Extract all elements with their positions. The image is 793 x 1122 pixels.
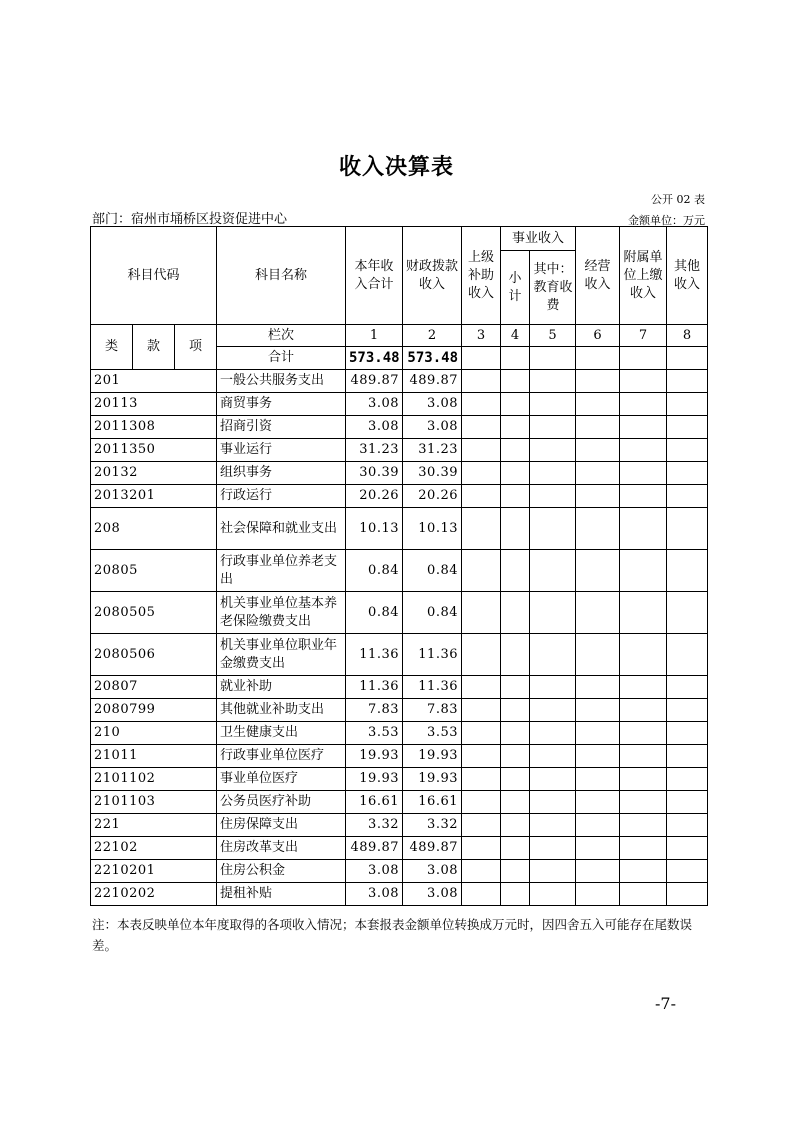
row-name: 一般公共服务支出 <box>217 370 346 393</box>
empty-cell <box>667 550 708 592</box>
empty-cell <box>620 676 667 699</box>
row-total-income: 3.08 <box>346 416 403 439</box>
row-code: 210 <box>91 722 217 745</box>
row-code: 2210201 <box>91 860 217 883</box>
row-fiscal-allocation: 0.84 <box>403 550 462 592</box>
empty-cell <box>620 883 667 906</box>
row-name: 行政事业单位养老支出 <box>217 550 346 592</box>
table-row <box>91 550 708 592</box>
empty-cell <box>530 485 576 508</box>
empty-cell <box>620 485 667 508</box>
row-total-income: 11.36 <box>346 676 403 699</box>
row-total-income: 3.32 <box>346 814 403 837</box>
page-title: 收入决算表 <box>338 155 454 180</box>
row-code: 20805 <box>91 550 217 592</box>
empty-cell <box>576 883 620 906</box>
total-label: 合计 <box>217 347 346 370</box>
row-total-income: 0.84 <box>346 550 403 592</box>
empty-cell <box>620 837 667 860</box>
row-total-income: 31.23 <box>346 439 403 462</box>
empty-cell <box>530 814 576 837</box>
header-column-index: 栏次 <box>217 325 346 347</box>
empty-cell <box>620 550 667 592</box>
empty-cell <box>530 508 576 550</box>
row-fiscal-allocation: 3.32 <box>403 814 462 837</box>
empty-cell <box>620 416 667 439</box>
empty-cell <box>667 416 708 439</box>
empty-cell <box>530 550 576 592</box>
empty-cell <box>530 699 576 722</box>
row-fiscal-allocation: 3.08 <box>403 860 462 883</box>
row-fiscal-allocation: 19.93 <box>403 768 462 791</box>
header-subtotal: 小计 <box>501 251 530 325</box>
empty-cell <box>576 837 620 860</box>
empty-cell <box>620 791 667 814</box>
table-row <box>91 860 708 883</box>
table-row <box>91 676 708 699</box>
empty-cell <box>576 634 620 676</box>
table-row <box>91 814 708 837</box>
empty-cell <box>530 837 576 860</box>
row-total-income: 3.08 <box>346 883 403 906</box>
empty-cell <box>462 592 501 634</box>
empty-cell <box>576 439 620 462</box>
row-code: 221 <box>91 814 217 837</box>
empty-cell <box>576 485 620 508</box>
empty-cell <box>576 791 620 814</box>
table-row <box>91 745 708 768</box>
empty-cell <box>667 592 708 634</box>
empty-cell <box>530 592 576 634</box>
empty-cell <box>667 508 708 550</box>
table-row <box>91 722 708 745</box>
row-name: 商贸事务 <box>217 393 346 416</box>
empty-cell <box>576 550 620 592</box>
empty-cell <box>530 883 576 906</box>
empty-cell <box>462 768 501 791</box>
empty-cell <box>667 439 708 462</box>
empty-cell <box>462 462 501 485</box>
row-total-income: 16.61 <box>346 791 403 814</box>
row-total-income: 19.93 <box>346 768 403 791</box>
empty-cell <box>620 860 667 883</box>
empty-cell <box>462 860 501 883</box>
row-name: 就业补助 <box>217 676 346 699</box>
empty-cell <box>501 592 530 634</box>
row-total-income: 3.08 <box>346 860 403 883</box>
row-total-income: 489.87 <box>346 837 403 860</box>
column-number: 3 <box>462 325 501 347</box>
page-number: -7- <box>655 994 676 1013</box>
row-name: 住房公积金 <box>217 860 346 883</box>
table-note: 注：本表反映单位本年度取得的各项收入情况；本套报表金额单位转换成万元时，因四舍五入可能存在尾数误差。 <box>92 917 693 953</box>
row-fiscal-allocation: 16.61 <box>403 791 462 814</box>
empty-cell <box>501 634 530 676</box>
empty-cell <box>667 485 708 508</box>
row-name: 其他就业补助支出 <box>217 699 346 722</box>
empty-cell <box>576 722 620 745</box>
table-row <box>91 393 708 416</box>
row-code: 2011350 <box>91 439 217 462</box>
empty-cell <box>462 508 501 550</box>
header-kuan: 款 <box>133 325 175 370</box>
empty-cell <box>530 791 576 814</box>
row-fiscal-allocation: 30.39 <box>403 462 462 485</box>
amount-unit-label: 金额单位：万元 <box>628 214 705 227</box>
row-fiscal-allocation: 19.93 <box>403 745 462 768</box>
row-name: 事业运行 <box>217 439 346 462</box>
empty-cell <box>620 745 667 768</box>
row-total-income: 3.53 <box>346 722 403 745</box>
empty-cell <box>620 462 667 485</box>
row-total-income: 30.39 <box>346 462 403 485</box>
table-row <box>91 883 708 906</box>
empty-cell <box>667 634 708 676</box>
row-total-income: 19.93 <box>346 745 403 768</box>
header-xiang: 项 <box>175 325 217 370</box>
empty-cell <box>620 722 667 745</box>
table-row <box>91 462 708 485</box>
row-name: 卫生健康支出 <box>217 722 346 745</box>
row-code: 2013201 <box>91 485 217 508</box>
empty-cell <box>576 860 620 883</box>
empty-cell <box>501 439 530 462</box>
row-code: 21011 <box>91 745 217 768</box>
empty-cell <box>620 439 667 462</box>
empty-cell <box>620 508 667 550</box>
header-other-income: 其他收入 <box>667 227 708 325</box>
empty-cell <box>576 462 620 485</box>
row-total-income: 20.26 <box>346 485 403 508</box>
empty-cell <box>462 722 501 745</box>
row-name: 公务员医疗补助 <box>217 791 346 814</box>
department-label: 部门：宿州市埇桥区投资促进中心 <box>92 212 288 227</box>
empty-cell <box>462 485 501 508</box>
column-number: 1 <box>346 325 403 347</box>
empty-cell <box>501 416 530 439</box>
empty-cell <box>462 416 501 439</box>
empty-cell <box>501 550 530 592</box>
empty-cell <box>667 883 708 906</box>
row-code: 2210202 <box>91 883 217 906</box>
header-fiscal-allocation: 财政拨款收入 <box>403 227 462 325</box>
table-row <box>91 439 708 462</box>
empty-cell <box>462 745 501 768</box>
empty-cell <box>501 393 530 416</box>
row-total-income: 0.84 <box>346 592 403 634</box>
empty-cell <box>462 883 501 906</box>
row-name: 社会保障和就业支出 <box>217 508 346 550</box>
row-fiscal-allocation: 489.87 <box>403 370 462 393</box>
row-code: 2080505 <box>91 592 217 634</box>
empty-cell <box>576 676 620 699</box>
empty-cell <box>620 592 667 634</box>
row-fiscal-allocation: 0.84 <box>403 592 462 634</box>
empty-cell <box>530 439 576 462</box>
empty-cell <box>667 768 708 791</box>
empty-cell <box>530 416 576 439</box>
income-table <box>90 226 708 906</box>
row-total-income: 3.08 <box>346 393 403 416</box>
total-fiscal-value: 573.48 <box>403 347 462 370</box>
empty-cell <box>530 393 576 416</box>
table-row <box>91 485 708 508</box>
empty-cell <box>576 393 620 416</box>
row-total-income: 489.87 <box>346 370 403 393</box>
column-number: 2 <box>403 325 462 347</box>
header-name: 科目名称 <box>217 227 346 325</box>
header-total-income: 本年收入合计 <box>346 227 403 325</box>
row-fiscal-allocation: 489.87 <box>403 837 462 860</box>
empty-cell <box>501 837 530 860</box>
empty-cell <box>530 634 576 676</box>
empty-cell <box>620 814 667 837</box>
table-row <box>91 508 708 550</box>
column-number: 4 <box>501 325 530 347</box>
empty-cell <box>462 634 501 676</box>
empty-cell <box>667 814 708 837</box>
empty-cell <box>462 393 501 416</box>
empty-cell <box>576 592 620 634</box>
empty-cell <box>530 676 576 699</box>
empty-cell <box>620 370 667 393</box>
empty-cell <box>620 699 667 722</box>
empty-cell <box>667 745 708 768</box>
row-code: 208 <box>91 508 217 550</box>
empty-cell <box>576 814 620 837</box>
table-row <box>91 837 708 860</box>
empty-cell <box>530 768 576 791</box>
table-row <box>91 634 708 676</box>
column-number: 6 <box>576 325 620 347</box>
table-row <box>91 699 708 722</box>
row-total-income: 10.13 <box>346 508 403 550</box>
empty-cell <box>576 699 620 722</box>
row-code: 2080799 <box>91 699 217 722</box>
empty-cell <box>501 462 530 485</box>
empty-cell <box>667 462 708 485</box>
row-code: 20807 <box>91 676 217 699</box>
row-fiscal-allocation: 3.53 <box>403 722 462 745</box>
empty-cell <box>576 508 620 550</box>
empty-cell <box>462 814 501 837</box>
row-fiscal-allocation: 11.36 <box>403 634 462 676</box>
row-name: 机关事业单位基本养老保险缴费支出 <box>217 592 346 634</box>
row-name: 招商引资 <box>217 416 346 439</box>
empty-cell <box>462 837 501 860</box>
empty-cell <box>667 393 708 416</box>
empty-cell <box>501 814 530 837</box>
column-number: 7 <box>620 325 667 347</box>
row-total-income: 11.36 <box>346 634 403 676</box>
row-code: 2080506 <box>91 634 217 676</box>
empty-cell <box>667 860 708 883</box>
row-fiscal-allocation: 11.36 <box>403 676 462 699</box>
empty-cell <box>667 791 708 814</box>
column-number: 8 <box>667 325 708 347</box>
empty-cell <box>667 722 708 745</box>
empty-cell <box>530 745 576 768</box>
header-business-income: 事业收入 <box>501 227 576 251</box>
empty-cell <box>620 634 667 676</box>
empty-cell <box>501 722 530 745</box>
row-name: 提租补贴 <box>217 883 346 906</box>
table-row <box>91 768 708 791</box>
row-name: 行政运行 <box>217 485 346 508</box>
row-name: 住房改革支出 <box>217 837 346 860</box>
empty-cell <box>501 883 530 906</box>
row-code: 20113 <box>91 393 217 416</box>
total-income-value: 573.48 <box>346 347 403 370</box>
row-fiscal-allocation: 3.08 <box>403 393 462 416</box>
header-affiliate-income: 附属单位上缴收入 <box>620 227 667 325</box>
empty-cell <box>667 837 708 860</box>
column-number: 5 <box>530 325 576 347</box>
header-operating-income: 经营收入 <box>576 227 620 325</box>
row-total-income: 7.83 <box>346 699 403 722</box>
empty-cell <box>462 439 501 462</box>
row-fiscal-allocation: 7.83 <box>403 699 462 722</box>
row-name: 组织事务 <box>217 462 346 485</box>
empty-cell <box>576 416 620 439</box>
empty-cell <box>530 370 576 393</box>
empty-cell <box>462 676 501 699</box>
row-code: 201 <box>91 370 217 393</box>
row-fiscal-allocation: 10.13 <box>403 508 462 550</box>
empty-cell <box>462 791 501 814</box>
form-number: 公开 02 表 <box>651 193 705 206</box>
empty-cell <box>462 550 501 592</box>
header-lei: 类 <box>91 325 133 370</box>
empty-cell <box>667 676 708 699</box>
empty-cell <box>501 508 530 550</box>
empty-cell <box>667 370 708 393</box>
row-name: 行政事业单位医疗 <box>217 745 346 768</box>
empty-cell <box>501 768 530 791</box>
empty-cell <box>462 699 501 722</box>
empty-cell <box>501 676 530 699</box>
empty-cell <box>576 370 620 393</box>
empty-cell <box>620 768 667 791</box>
row-fiscal-allocation: 3.08 <box>403 883 462 906</box>
empty-cell <box>576 745 620 768</box>
table-row <box>91 592 708 634</box>
empty-cell <box>501 699 530 722</box>
header-code: 科目代码 <box>91 227 217 325</box>
empty-cell <box>530 722 576 745</box>
row-fiscal-allocation: 20.26 <box>403 485 462 508</box>
empty-cell <box>501 860 530 883</box>
row-code: 20132 <box>91 462 217 485</box>
header-education-fee: 其中：教育收费 <box>530 251 576 325</box>
row-fiscal-allocation: 31.23 <box>403 439 462 462</box>
table-row <box>91 416 708 439</box>
row-code: 2101103 <box>91 791 217 814</box>
empty-cell <box>501 370 530 393</box>
row-code: 2011308 <box>91 416 217 439</box>
table-row <box>91 370 708 393</box>
header-superior-subsidy: 上级补助收入 <box>462 227 501 325</box>
empty-cell <box>462 370 501 393</box>
row-name: 事业单位医疗 <box>217 768 346 791</box>
row-fiscal-allocation: 3.08 <box>403 416 462 439</box>
empty-cell <box>501 745 530 768</box>
row-name: 住房保障支出 <box>217 814 346 837</box>
empty-cell <box>667 699 708 722</box>
empty-cell <box>530 462 576 485</box>
empty-cell <box>501 791 530 814</box>
row-code: 22102 <box>91 837 217 860</box>
table-row <box>91 791 708 814</box>
row-code: 2101102 <box>91 768 217 791</box>
empty-cell <box>576 768 620 791</box>
empty-cell <box>620 393 667 416</box>
empty-cell <box>501 485 530 508</box>
empty-cell <box>530 860 576 883</box>
row-name: 机关事业单位职业年金缴费支出 <box>217 634 346 676</box>
